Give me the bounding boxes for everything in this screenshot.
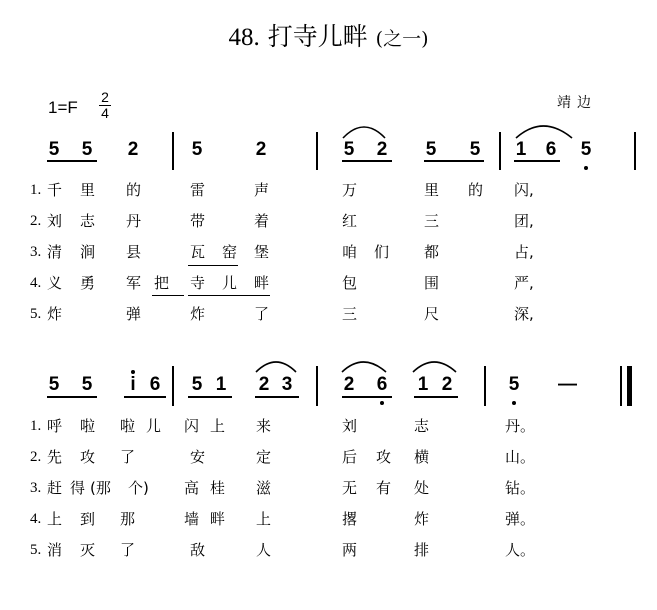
lyric-syllable: 深, bbox=[514, 305, 534, 323]
lyric-syllable: 的 bbox=[126, 181, 142, 199]
note: 5 bbox=[343, 139, 355, 160]
lyric-syllable: 攻 bbox=[376, 448, 392, 466]
slur bbox=[342, 362, 386, 372]
lyric-syllable: 弹。 bbox=[505, 510, 536, 528]
note: 5 bbox=[191, 374, 203, 395]
lyric-syllable: 炸 bbox=[47, 305, 63, 323]
lyric-syllable: 咱 bbox=[342, 243, 358, 261]
note: 5 bbox=[469, 139, 481, 160]
note: 2 bbox=[255, 139, 267, 160]
note: 3 bbox=[281, 374, 293, 395]
lyric-syllable: 有 bbox=[376, 479, 392, 497]
note: 5 bbox=[425, 139, 437, 160]
sustain-dash: — bbox=[558, 374, 577, 395]
lyric-syllable: 儿 bbox=[222, 274, 238, 292]
lyric-syllable: 寺 bbox=[190, 274, 206, 292]
verse-number: 2. bbox=[30, 449, 42, 465]
lyric-syllable: 攻 bbox=[80, 448, 96, 466]
lyric-syllable: 儿 bbox=[146, 417, 162, 435]
note: 5 bbox=[48, 139, 60, 160]
lyric-syllable: 弹 bbox=[126, 305, 142, 323]
lyric-syllable: 桂 bbox=[210, 479, 226, 497]
verse-number: 3. bbox=[30, 244, 42, 260]
lyric-syllable: 把 bbox=[154, 274, 170, 292]
note: 5 bbox=[191, 139, 203, 160]
note: 2 bbox=[127, 139, 139, 160]
lyric-syllable: 钻。 bbox=[505, 479, 536, 497]
verse-number: 5. bbox=[30, 306, 42, 322]
lyric-syllable: 炸 bbox=[414, 510, 430, 528]
lyric-syllable: 个) bbox=[128, 479, 149, 497]
lyric-syllable: 啦 bbox=[120, 417, 136, 435]
lyric-syllable: 墙 bbox=[184, 510, 200, 528]
lyric-syllable: 围 bbox=[424, 274, 440, 292]
song-name: 打寺儿畔 bbox=[267, 22, 368, 51]
lyric-syllable: 红 bbox=[342, 212, 358, 230]
lyric-syllable: 严, bbox=[514, 274, 534, 292]
lyric-syllable: 排 bbox=[414, 541, 430, 559]
note: 5 bbox=[580, 139, 592, 160]
slur bbox=[343, 127, 385, 138]
lyric-syllable: 到 bbox=[80, 510, 96, 528]
lyric-syllable: 上 bbox=[47, 510, 63, 528]
lyric-syllable: 闪, bbox=[514, 181, 534, 199]
lyric-syllable: 无 bbox=[342, 479, 358, 497]
region-label: 靖边 bbox=[557, 95, 597, 111]
note: 5 bbox=[48, 374, 60, 395]
note: i bbox=[130, 374, 136, 395]
lyric-syllable: 清 bbox=[47, 243, 63, 261]
lyric-syllable: 炸 bbox=[190, 305, 206, 323]
lyric-syllable: 带 bbox=[190, 212, 206, 230]
lyric-syllable: 团, bbox=[514, 212, 534, 230]
lyric-syllable: 上 bbox=[210, 417, 226, 435]
lyric-syllable: 军 bbox=[126, 274, 142, 292]
lyric-syllable: 横 bbox=[414, 448, 430, 466]
lyric-syllable: 里 bbox=[424, 181, 440, 199]
note: 2 bbox=[258, 374, 270, 395]
note: 5 bbox=[81, 139, 93, 160]
lyric-syllable: 瓦 bbox=[190, 243, 206, 261]
note: 2 bbox=[441, 374, 453, 395]
lyric-syllable: 三 bbox=[342, 305, 358, 323]
lyric-syllable: 山。 bbox=[505, 448, 536, 466]
lyric-syllable: 畔 bbox=[210, 510, 226, 528]
verse-number: 3. bbox=[30, 480, 42, 496]
lyric-syllable: 滋 bbox=[256, 479, 272, 497]
lyric-syllable: 里 bbox=[80, 181, 96, 199]
lyric-syllable: 了 bbox=[120, 448, 136, 466]
lyric-syllable: 丹。 bbox=[505, 417, 536, 435]
lyric-syllable: 义 bbox=[47, 274, 63, 292]
lyric-syllable: 堡 bbox=[254, 243, 270, 261]
lyric-syllable: 高 bbox=[184, 479, 200, 497]
lyric-syllable: 都 bbox=[424, 243, 440, 261]
lyric-syllable: 处 bbox=[414, 479, 430, 497]
verse-number: 1. bbox=[30, 418, 42, 434]
song-number: 48. bbox=[228, 24, 260, 51]
lyric-syllable: 了 bbox=[254, 305, 270, 323]
verse-number: 5. bbox=[30, 542, 42, 558]
lyric-syllable: 了 bbox=[120, 541, 136, 559]
note: 6 bbox=[149, 374, 161, 395]
lyric-syllable: 那 bbox=[120, 510, 136, 528]
lyric-syllable: 志 bbox=[80, 212, 96, 230]
lyric-syllable: 尺 bbox=[424, 305, 440, 323]
time-signature-bottom: 4 bbox=[101, 105, 109, 121]
lyric-syllable: 刘 bbox=[47, 212, 63, 230]
lyric-syllable: 安 bbox=[190, 448, 206, 466]
lyric-syllable: 占, bbox=[514, 243, 534, 261]
verse-number: 4. bbox=[30, 275, 42, 291]
lyric-syllable: 三 bbox=[424, 212, 440, 230]
lyric-syllable: 声 bbox=[254, 181, 270, 199]
lyric-syllable: 涧 bbox=[80, 243, 96, 261]
lyric-syllable: 雷 bbox=[190, 181, 206, 199]
verse-number: 4. bbox=[30, 511, 42, 527]
lyric-syllable: 上 bbox=[256, 510, 272, 528]
time-signature-top: 2 bbox=[101, 89, 109, 105]
note: 2 bbox=[376, 139, 388, 160]
lyric-syllable: 闪 bbox=[184, 417, 200, 435]
note: 1 bbox=[515, 139, 527, 160]
slur bbox=[256, 362, 296, 372]
lyric-syllable: 灭 bbox=[80, 541, 96, 559]
lyric-syllable: 赶 bbox=[47, 479, 63, 497]
note: 6 bbox=[376, 374, 388, 395]
lyric-syllable: 定 bbox=[256, 448, 272, 466]
key-signature: 1=F bbox=[48, 98, 78, 117]
lyric-syllable: 包 bbox=[342, 274, 358, 292]
slur bbox=[516, 126, 572, 138]
lyric-syllable: 窑 bbox=[222, 243, 238, 261]
lyric-syllable: 人。 bbox=[505, 541, 536, 559]
lyric-syllable: 畔 bbox=[254, 274, 270, 292]
note: 5 bbox=[508, 374, 520, 395]
lyric-syllable: 后 bbox=[342, 448, 358, 466]
lyric-syllable: 勇 bbox=[80, 274, 96, 292]
lyric-syllable: 啦 bbox=[80, 417, 96, 435]
lyric-syllable: 来 bbox=[256, 417, 272, 435]
lyric-syllable: 的 bbox=[468, 181, 484, 199]
note: 5 bbox=[81, 374, 93, 395]
slur bbox=[413, 362, 456, 372]
lyric-syllable: 敌 bbox=[190, 541, 206, 559]
lyric-syllable: 丹 bbox=[126, 212, 142, 230]
lyric-syllable: 先 bbox=[47, 448, 63, 466]
lyric-syllable: 千 bbox=[47, 181, 63, 199]
lyric-syllable: 呼 bbox=[47, 417, 63, 435]
lyric-syllable: 县 bbox=[126, 243, 142, 261]
note: 1 bbox=[417, 374, 429, 395]
lyric-syllable: 得 bbox=[70, 479, 86, 497]
verse-number: 2. bbox=[30, 213, 42, 229]
verse-number: 1. bbox=[30, 182, 42, 198]
song-subtitle: (之一) bbox=[375, 28, 429, 50]
lyric-syllable: 消 bbox=[47, 541, 63, 559]
lyric-syllable: 们 bbox=[374, 243, 390, 261]
lyric-syllable: 志 bbox=[414, 417, 430, 435]
lyric-syllable: (那 bbox=[90, 479, 111, 497]
lyric-syllable: 人 bbox=[256, 541, 272, 559]
lyric-syllable: 两 bbox=[342, 541, 358, 559]
note: 2 bbox=[343, 374, 355, 395]
note: 6 bbox=[545, 139, 557, 160]
lyric-syllable: 万 bbox=[342, 181, 358, 199]
lyric-syllable: 刘 bbox=[342, 417, 358, 435]
note: 1 bbox=[215, 374, 227, 395]
lyric-syllable: 撂 bbox=[342, 510, 358, 528]
lyric-syllable: 着 bbox=[254, 212, 270, 230]
